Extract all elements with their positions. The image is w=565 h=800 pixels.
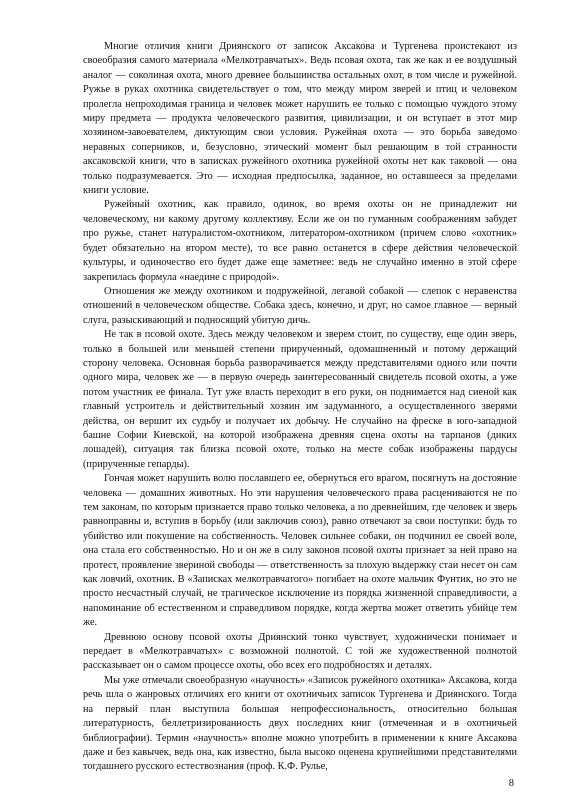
- paragraph: Ружейный охотник, как правило, одинок, во время охоты он не принадлежит ни человеческому, ни какому другому коллективу. Если же он по гуманным соображениям забудет про ружье, станет натуралистом-охотником, литератором-охотником (причем слово «охотник» будет обязательно на втором месте), то все равно останется в сфере действия человеческой культуры, и одиночество его будет даже еще заметнее: ведь не случайно именно в этой сфере закрепилась формула «наедине с природой».: [83, 199, 517, 283]
- paragraph: Не так в псовой охоте. Здесь между человеком и зверем стоит, по существу, еще один зверь, только в большей или меньшей степени прирученный, одомашненный и потому держащий сторону человека. Основная борьба разворачивается между представителями одного или почти одного мира, человек же — в первую очередь заинтересованный свидетель псовой охоты, а уже потом участник ее финала. Тут уже власть переходит в его руки, он поднимается над сиеной как главный устроитель и действительный хозяин им задуманного, а осуществленного зверями действа, он вершит их судьбу и получает их добычу. Не случайно на фреске в юго-западной башне Софии Киевской, на которой изображена древняя сцена охоты на тарпанов (диких лошадей), ситуация так близка псовой охоте, только на месте собак изображены пардусы (прирученные гепарды).: [83, 329, 517, 470]
- paragraph: Мы уже отмечали своеобразную «научность» «Записок ружейного охотника» Аксакова, когда речь шла о жанровых отличиях его книги от охотничьих записок Тургенева и Дриянского. Тогда на первый план выступила большая непрофессиональность, относительно большая литературность, беллетризированность двух последних книг (отмеченная и в охотничьей библиографии). Термин «научность» вполне можно употребить в применении к книге Аксакова даже и без кавычек, ведь она, как известно, была высоко оценена крупнейшими представителями тогдашнего русского естествознания (проф. К.Ф. Рулье,: [83, 674, 517, 773]
- paragraph: Древнюю основу псовой охоты Дриянский тонко чувствует, художнически понимает и передает в «Мелкотравчатых» с возможной полнотой. С той же художественной полнотой рассказывает он о самом процессе охоты, обо всех его подробностях и деталях.: [83, 631, 517, 672]
- paragraph: Отношения же между охотником и подружейной, легавой собакой — слепок с неравенства отношений в человеческом обществе. Собака здесь, конечно, и друг, но самое главное — верный слуга, разыскивающий и подносящий убитую дичь.: [83, 285, 517, 326]
- page-number: 8: [508, 778, 514, 789]
- document-body: [83, 40, 517, 775]
- paragraph: Многие отличия книги Дриянского от записок Аксакова и Тургенева проистекают из своеобразия самого материала «Мелкотравчатых». Ведь псовая охота, так же как и ее воздушный аналог — соколиная охота, много древнее большинства остальных охот, в том числе и ружейной. Ружье в руках охотника свидетельствует о том, что между миром зверей и птиц и человеком пролегла непроходимая граница и человек может нарушить ее только с помощью чуждого этому миру предмета — продукта человеческого развития, цивилизации, и он вступает в этот мир хозяином-завоевателем, диктующим свои условия. Ружейная охота — это борьба заведомо неравных соперников, и, безусловно, этический момент был решающим в той странности аксаковской книги, что в записках ружейного охотника ружейной охоты нет как таковой — она только подразумевается. Это — исходная предпосылка, заданное, но оставшееся за пределами книги условие.: [83, 41, 517, 197]
- paragraph: Гончая может нарушить волю пославшего ее, обернуться его врагом, посягнуть на достояние человека — домашних животных. Но эти нарушения человеческого права расцениваются не по тем законам, по которым признается право только человека, а по древнейшим, где человек и зверь равноправны и, вступив в борьбу (или заключив союз), равно отвечают за свои поступки: будь то убийство или покушение на собственность. Человек сильнее собаки, он подчинил ее своей воле, она стала его собственностью. Но и он же в силу законов псовой охоты признает за ней право на протест, проявление звериной свободы — ответственность за плохую выдержку стаи несет он сам как ловчий, охотник. В «Записках мелкотравчатого» погибает на охоте мальчик Фунтик, но это не просто несчастный случай, не трагическое исключение из порядка жизненной справедливости, а напоминание об естественном и справедливом порядке, когда жертва может ответить убийце тем же.: [83, 473, 517, 629]
